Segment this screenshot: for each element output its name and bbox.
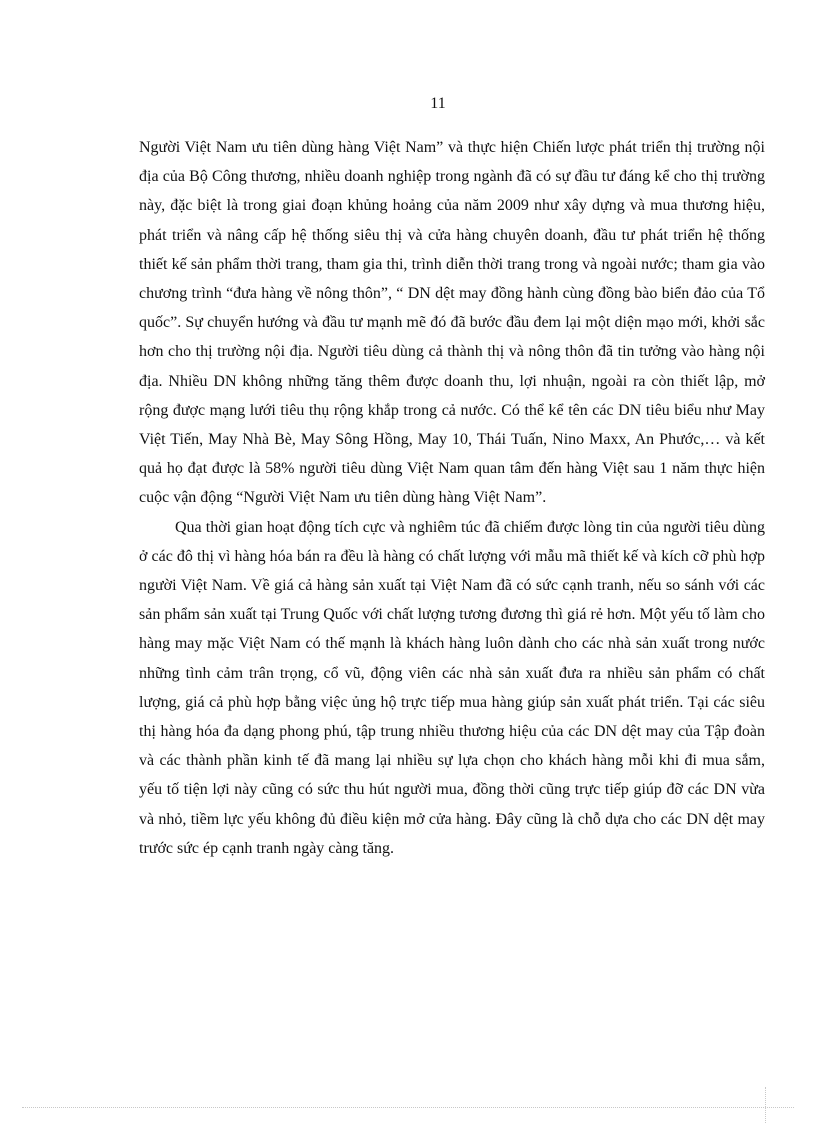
document-body bbox=[139, 133, 765, 863]
page-number: 11 bbox=[430, 95, 446, 112]
paragraph: Qua thời gian hoạt động tích cực và nghiêm túc đã chiếm được lòng tin của người tiêu dùng ở các đô thị vì hàng hóa bán ra đều là hàng có chất lượng với mẫu mã thiết kế và kích cỡ phù hợp người Việt Nam. Về giá cả hàng sản xuất tại Việt Nam đã có sức cạnh tranh, nếu so sánh với các sản phẩm sản xuất tại Trung Quốc với chất lượng tương đương thì giá rẻ hơn. Một yếu tố làm cho hàng may mặc Việt Nam có thế mạnh là khách hàng luôn dành cho các nhà sản xuất trong nước những tình cảm trân trọng, cổ vũ, động viên các nhà sản xuất đưa ra nhiều sản phẩm có chất lượng, giá cả phù hợp bằng việc ủng hộ trực tiếp mua hàng giúp sản xuất phát triển. Tại các siêu thị hàng hóa đa dạng phong phú, tập trung nhiều thương hiệu của các DN dệt may của Tập đoàn và các thành phần kinh tế đã mang lại nhiều sự lựa chọn cho khách hàng mỗi khi đi mua sắm, yếu tố tiện lợi này cũng có sức thu hút người mua, đồng thời cũng trực tiếp giúp đỡ các DN vừa và nhỏ, tiềm lực yếu không đủ điều kiện mở cửa hàng. Đây cũng là chỗ dựa cho các DN dệt may trước sức ép cạnh tranh ngày càng tăng. bbox=[139, 518, 765, 857]
page-corner-marker bbox=[765, 1087, 766, 1123]
page-bottom-divider bbox=[22, 1107, 794, 1108]
paragraph-continued: Người Việt Nam ưu tiên dùng hàng Việt Nam” và thực hiện Chiến lược phát triển thị trường nội địa của Bộ Công thương, nhiều doanh nghiệp trong ngành đã có sự đầu tư đáng kể cho thị trường này, đặc biệt là trong giai đoạn khủng hoảng của năm 2009 như xây dựng và mua thương hiệu, phát triển và nâng cấp hệ thống siêu thị và cửa hàng chuyên doanh, đầu tư phát triển hệ thống thiết kế sản phẩm thời trang, tham gia thi, trình diễn thời trang trong và ngoài nước; tham gia vào chương trình “đưa hàng về nông thôn”, “ DN dệt may đồng hành cùng đồng bào biển đảo của Tổ quốc”. Sự chuyển hướng và đầu tư mạnh mẽ đó đã bước đầu đem lại một diện mạo mới, khởi sắc hơn cho thị trường nội địa. Người tiêu dùng cả thành thị và nông thôn đã tin tưởng vào hàng nội địa. Nhiều DN không những tăng thêm được doanh thu, lợi nhuận, ngoài ra còn thiết lập, mở rộng được mạng lưới tiêu thụ rộng khắp trong cả nước. Có thể kể tên các DN tiêu biểu như May Việt Tiến, May Nhà Bè, May Sông Hồng, May 10, Thái Tuấn, Nino Maxx, An Phước,… và kết quả họ đạt được là 58% người tiêu dùng Việt Nam quan tâm đến hàng Việt sau 1 năm thực hiện cuộc vận động “Người Việt Nam ưu tiên dùng hàng Việt Nam”. bbox=[139, 139, 765, 507]
